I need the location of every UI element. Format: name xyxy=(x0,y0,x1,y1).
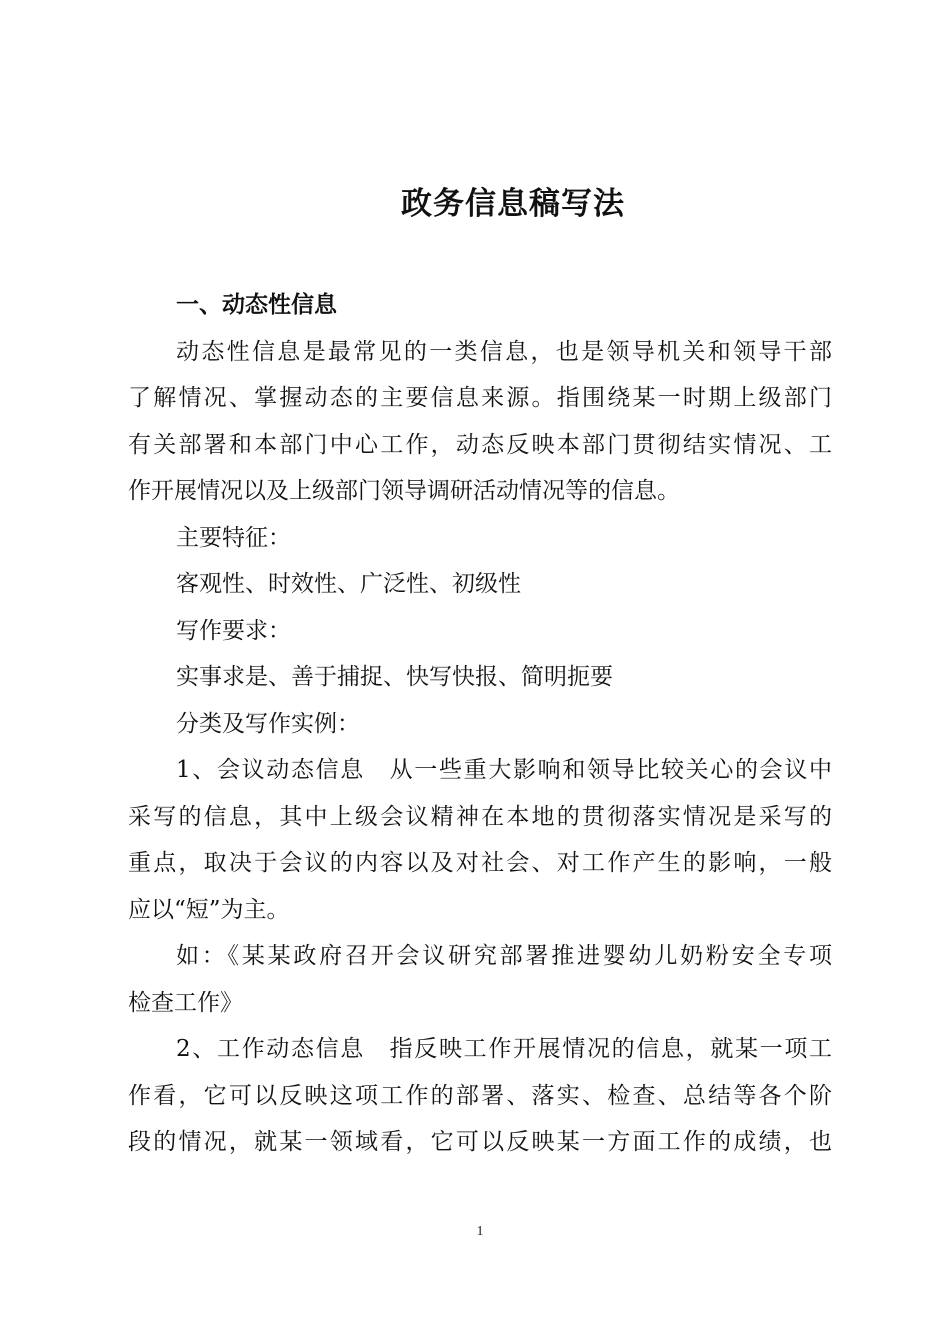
paragraph-line: 采写的信息，其中上级会议精神在本地的贯彻落实情况是采写的 xyxy=(128,803,832,830)
document-body xyxy=(128,282,832,1166)
section-heading: 一、动态性信息 xyxy=(176,292,337,318)
paragraph-line: 动态性信息是最常见的一类信息，也是领导机关和领导干部 xyxy=(176,338,832,365)
paragraph-line: 有关部署和本部门中心工作，动态反映本部门贯彻结实情况、工 xyxy=(128,431,832,458)
paragraph-line: 重点，取决于会议的内容以及对社会、对工作产生的影响，一般 xyxy=(128,850,832,876)
paragraph-line: 实事求是、善于捕捉、快写快报、简明扼要 xyxy=(176,664,613,690)
document-title: 政务信息稿写法 xyxy=(401,186,625,222)
paragraph-line: 分类及写作实例： xyxy=(176,710,360,737)
paragraph-line: 1、会议动态信息 从一些重大影响和领导比较关心的会议中 xyxy=(176,757,832,783)
paragraph-line: 检查工作》 xyxy=(128,989,243,1016)
paragraph-line: 主要特征： xyxy=(176,524,291,551)
paragraph-line: 客观性、时效性、广泛性、初级性 xyxy=(176,571,521,597)
paragraph-line: 如：《某某政府召开会议研究部署推进婴幼儿奶粉安全专项 xyxy=(176,943,832,969)
paragraph-line: 应以“短”为主。 xyxy=(128,896,290,923)
paragraph-line: 了解情况、掌握动态的主要信息来源。指围绕某一时期上级部门 xyxy=(128,385,832,411)
paragraph-line: 写作要求： xyxy=(176,617,291,644)
paragraph-line: 2、工作动态信息 指反映工作开展情况的信息，就某一项工 xyxy=(176,1036,832,1062)
paragraph-line: 作开展情况以及上级部门领导调研活动情况等的信息。 xyxy=(128,478,680,504)
paragraph-line: 作看，它可以反映这项工作的部署、落实、检查、总结等各个阶 xyxy=(128,1082,832,1109)
page-number: 1 xyxy=(476,1224,484,1239)
paragraph-line: 段的情况，就某一领域看，它可以反映某一方面工作的成绩，也 xyxy=(128,1129,832,1155)
